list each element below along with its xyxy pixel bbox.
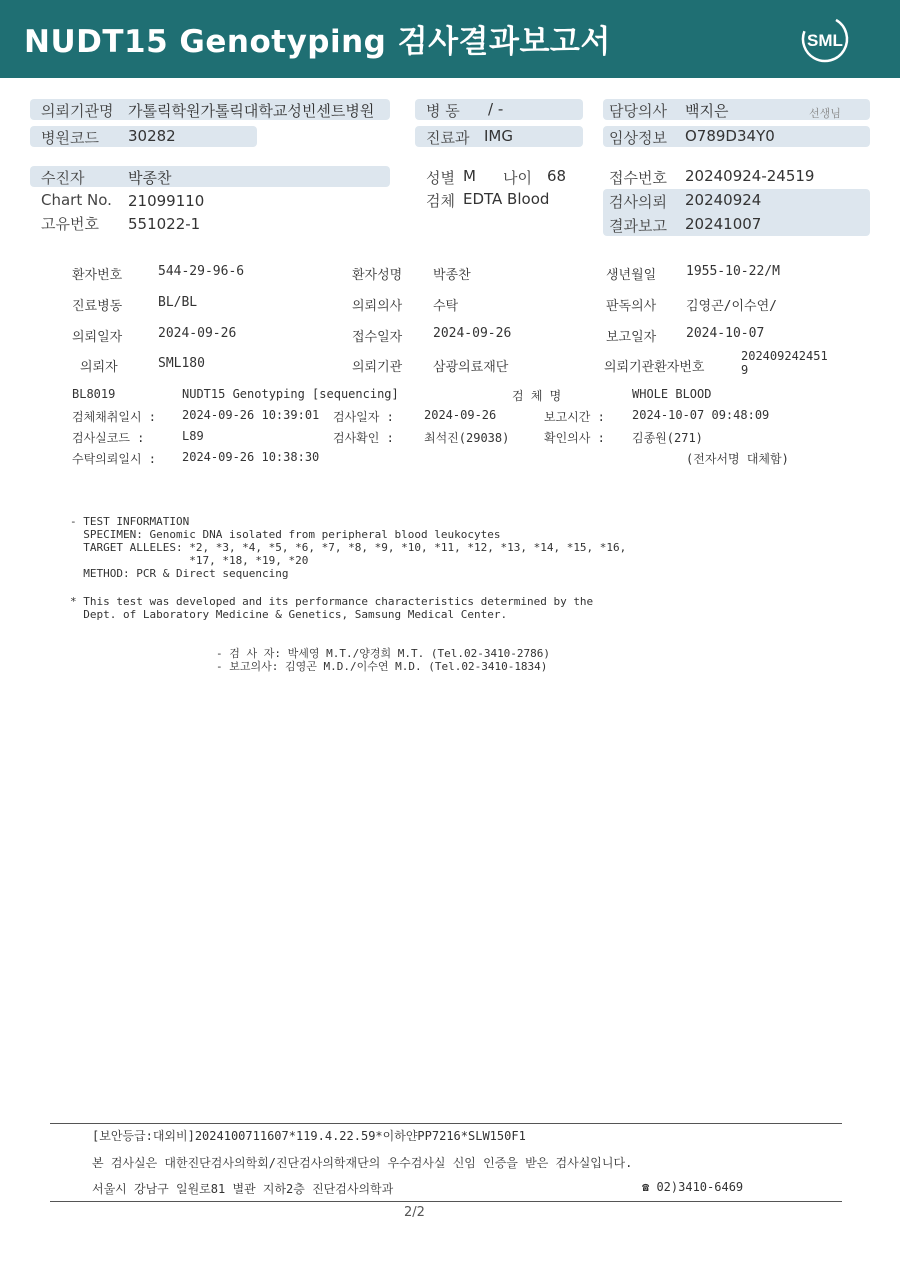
address-line: 서울시 강남구 일원로81 별관 지하2층 진단검사의학과 — [92, 1182, 394, 1196]
requester-value: SML180 — [158, 356, 205, 371]
recdate-label: 접수일자 — [352, 330, 403, 345]
recdate-value: 2024-09-26 — [433, 326, 512, 341]
dob-value: 1955-10-22/M — [686, 264, 780, 279]
specimen-value: EDTA Blood — [463, 190, 550, 208]
hospcode-value: 30282 — [128, 127, 176, 145]
doctor-suffix: 선생님 — [809, 107, 841, 120]
request-value: 20240924 — [685, 191, 762, 209]
svg-text:SML: SML — [807, 31, 843, 50]
recv-label: 수탁의뢰일시 : — [72, 452, 157, 466]
report-value: 20241007 — [685, 215, 762, 233]
dept-label: 진료과 — [426, 129, 470, 147]
staff-line: - 검 사 자: 박세영 M.T./양경희 M.T. (Tel.02-3410-2786) — [216, 647, 551, 660]
esign-note: (전자서명 대체함) — [686, 452, 789, 466]
info-line: *17, *18, *19, *20 — [70, 554, 309, 567]
pid-label: 환자번호 — [72, 268, 123, 283]
info-line: METHOD: PCR & Direct sequencing — [70, 567, 289, 580]
request-label: 검사의뢰 — [609, 193, 667, 211]
specimen-name-label: 검 체 명 — [512, 389, 562, 403]
footer-bottom-divider — [50, 1201, 842, 1202]
ward2-label: 진료병동 — [72, 299, 123, 314]
uid-value: 551022-1 — [128, 215, 201, 233]
disclaimer-line: * This test was developed and its performance characteristics determined by the — [70, 595, 594, 608]
specimen-name-value: WHOLE BLOOD — [632, 387, 712, 401]
reporttime-label: 보고시간 : — [544, 410, 605, 424]
testdate-value: 2024-09-26 — [424, 408, 497, 422]
phone-line: ☎ 02)3410-6469 — [642, 1180, 744, 1194]
doctor-label: 담당의사 — [609, 102, 667, 120]
clinical-label: 임상정보 — [609, 129, 667, 147]
hospcode-label: 병원코드 — [41, 129, 99, 147]
reqorg-label: 의뢰기관 — [352, 360, 403, 375]
verify-value: 최석진(29038) — [424, 431, 510, 445]
page-title: NUDT15 Genotyping 검사결과보고서 — [24, 24, 611, 60]
cert-line: 본 검사실은 대한진단검사의학회/진단검사의학재단의 우수검사실 신임 인증을 받은 검사실입니다. — [92, 1156, 633, 1170]
pname-label: 환자성명 — [352, 268, 403, 283]
sml-logo-icon — [800, 14, 850, 64]
reqdate-label: 의뢰일자 — [72, 330, 123, 345]
reqdoc-label: 의뢰의사 — [352, 299, 403, 314]
report-label: 결과보고 — [609, 217, 667, 235]
reqdoc-value: 수탁 — [433, 299, 459, 314]
verify-label: 검사확인 : — [333, 431, 394, 445]
requester-label: 의뢰자 — [80, 360, 118, 375]
readdoc-label: 판독의사 — [606, 299, 657, 314]
report-header — [0, 0, 900, 78]
reporttime-value: 2024-10-07 09:48:09 — [632, 408, 770, 422]
dob-label: 생년월일 — [606, 268, 657, 283]
confirm-label: 확인의사 : — [544, 431, 605, 445]
ward2-value: BL/BL — [158, 295, 198, 310]
page-number: 2/2 — [404, 1205, 425, 1220]
age-value: 68 — [547, 167, 567, 185]
labcode-value: L89 — [182, 429, 204, 443]
sex-label: 성별 — [426, 169, 455, 187]
doctor-value: 백지은 — [685, 102, 729, 120]
age-label: 나이 — [503, 169, 532, 187]
uid-label: 고유번호 — [41, 215, 99, 233]
collect-label: 검체채취일시 : — [72, 410, 157, 424]
chart-label: Chart No. — [41, 191, 112, 209]
pname-value: 박종찬 — [433, 268, 471, 283]
collect-value: 2024-09-26 10:39:01 — [182, 408, 320, 422]
recv-value: 2024-09-26 10:38:30 — [182, 450, 320, 464]
info-line: SPECIMEN: Genomic DNA isolated from peripheral blood leukocytes — [70, 528, 501, 541]
patient-label: 수진자 — [41, 169, 85, 187]
org-value: 가톨릭학원가톨릭대학교성빈센트병원 — [128, 102, 375, 120]
receipt-label: 접수번호 — [609, 169, 667, 187]
pid-value: 544-29-96-6 — [158, 264, 245, 279]
repdate-label: 보고일자 — [606, 330, 657, 345]
disclaimer-line: Dept. of Laboratory Medicine & Genetics, Samsung Medical Center. — [70, 608, 508, 621]
test-name: NUDT15 Genotyping [sequencing] — [182, 387, 399, 401]
info-line: TARGET ALLELES: *2, *3, *4, *5, *6, *7, *8, *9, *10, *11, *12, *13, *14, *15, *16, — [70, 541, 627, 554]
orgpid-value: 202409242451 9 — [741, 349, 828, 377]
ward-label: 병 동 — [426, 102, 460, 120]
org-label: 의뢰기관명 — [41, 102, 114, 120]
testdate-label: 검사일자 : — [333, 410, 394, 424]
orgpid-label: 의뢰기관환자번호 — [604, 360, 705, 375]
dept-value: IMG — [484, 127, 513, 145]
security-line: [보안등급:대외비]2024100711607*119.4.22.59*이하얀PP7216*SLW150F1 — [92, 1129, 526, 1143]
confirm-value: 김종원(271) — [632, 431, 703, 445]
ward-value: / - — [488, 100, 504, 118]
patient-value: 박종찬 — [128, 169, 172, 187]
chart-value: 21099110 — [128, 192, 205, 210]
info-line: - TEST INFORMATION — [70, 515, 190, 528]
reqorg-value: 삼광의료재단 — [433, 360, 509, 375]
footer-top-divider — [50, 1123, 842, 1124]
reqdate-value: 2024-09-26 — [158, 326, 237, 341]
readdoc-value: 김영곤/이수연/ — [686, 299, 778, 314]
sex-value: M — [463, 167, 476, 185]
repdate-value: 2024-10-07 — [686, 326, 765, 341]
specimen-label: 검체 — [426, 192, 455, 210]
staff-line: - 보고의사: 김영곤 M.D./이수연 M.D. (Tel.02-3410-1834) — [216, 660, 548, 673]
test-code: BL8019 — [72, 387, 116, 401]
clinical-value: O789D34Y0 — [685, 127, 775, 145]
receipt-value: 20240924-24519 — [685, 167, 815, 185]
labcode-label: 검사실코드 : — [72, 431, 145, 445]
